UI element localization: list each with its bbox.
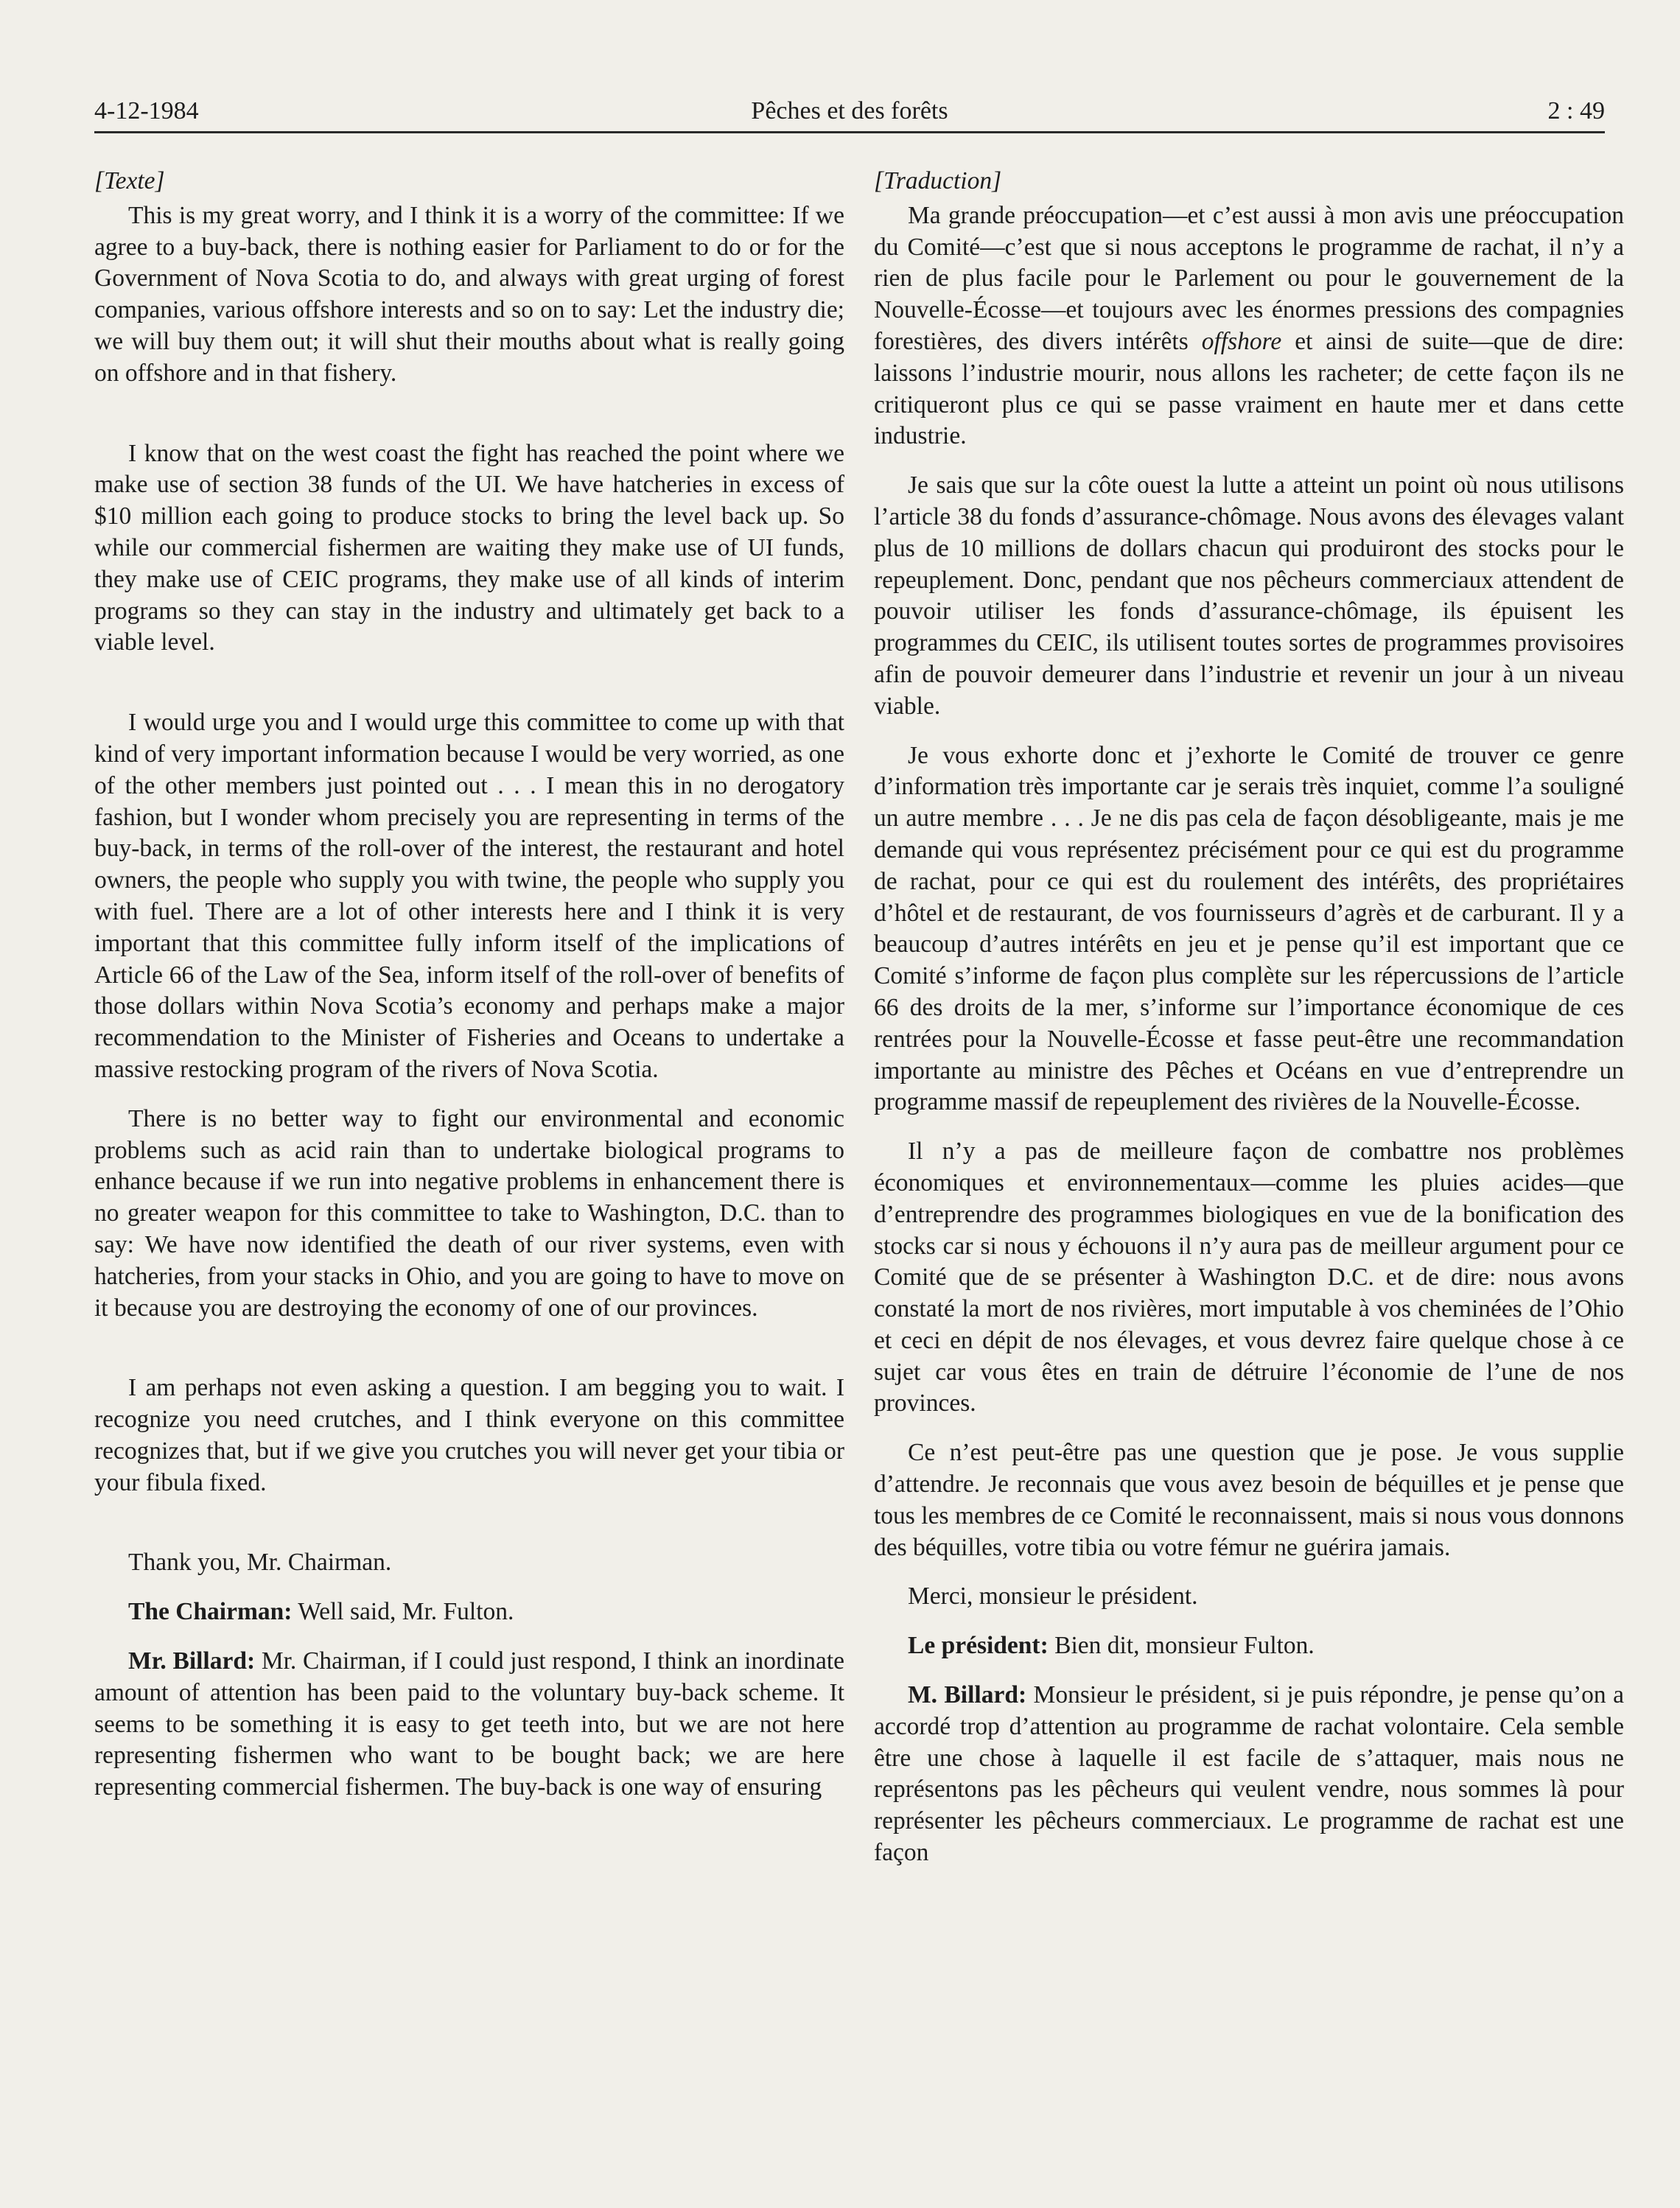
speech-text: Bien dit, monsieur Fulton.	[1048, 1632, 1315, 1660]
header-title: Pêches et des forêts	[751, 97, 948, 125]
header-date: 4-12-1984	[94, 97, 199, 125]
paragraph: Je vous exhorte donc et j’exhorte le Comité de trouver ce genre d’information très importante car je serais très inquiet, comme l’a souligné un autre membre . . . Je ne dis pas cela de façon désobligeante, mais je me demande qui vous représentez précisément pour ce qui est du programme de rachat, pour ce qui est du roulement des intérêts, des propriétaires d’hôtel et de restaurant, de vos fournisseurs d’agrès et de carburant. Il y a beaucoup d’autres intérêts en jeu et je pense qu’il est important que ce Comité s’informe de façon plus complète sur les répercussions de l’article 66 des droits de la mer, s’informe sur l’importance économique de ces rentrées pour la Nouvelle-Écosse et fasse peut-être une recommandation importante au ministre des Pêches et Océans en vue d’entreprendre un programme massif de repeuplement des rivières de la Nouvelle-Écosse.	[874, 741, 1624, 1116]
page-header	[94, 87, 1605, 133]
speech-text: Mr. Chairman, if I could just respond, I think an inordinate amount of attention has been paid to the voluntary buy-back scheme. It seems to be something it is easy to get teeth into, but we are not here representing fishermen who want to be bought back; we are here representing commercial fishermen. The buy-back is one way of ensuring	[94, 1647, 844, 1801]
speaker-name: Mr. Billard:	[128, 1647, 256, 1675]
speech-turn	[94, 1597, 844, 1628]
section-tag-texte: [Texte]	[94, 167, 165, 194]
paragraph: I know that on the west coast the fight has reached the point where we make use of section 38 funds of the UI. We have hatcheries in excess of $10 million each going to produce stocks to bring the level back up. So while our commercial fishermen are waiting they make use of UI funds, they make use of CEIC programs, they make use of all kinds of interim programs so they can stay in the industry and ultimately get back to a viable level.	[94, 439, 844, 656]
paragraph: There is no better way to fight our environmental and economic problems such as acid rain than to undertake biological programs to enhance because if we run into negative problems in enhancement there is no greater weapon for this committee to take to Washington, D.C. than to say: We have now identified the death of our river systems, even with hatcheries, from your stacks in Ohio, and you are going to have to move on it because you are destroying the economy of one of our provinces.	[94, 1104, 844, 1322]
speech-text: Monsieur le président, si je puis répondre, je pense qu’on a accordé trop d’attention au programme de rachat volontaire. Cela semble être une chose à laquelle il est facile de s’attaquer, mais nous ne représentons pas les pêcheurs qui veulent vendre, nous sommes là pour représenter les pêcheurs commerciaux. Le programme de rachat est une façon	[874, 1681, 1624, 1867]
french-column	[874, 166, 1624, 1869]
paragraph: Ce n’est peut-être pas une question que je pose. Je vous supplie d’attendre. Je reconnais que vous avez besoin de béquilles et je pense que tous les membres de ce Comité le reconnaissent, mais si nous vous donnons des béquilles, votre tibia ou votre fémur ne guérira jamais.	[874, 1439, 1624, 1561]
paragraph-text: Ma grande préoccupation—et c’est aussi à mon avis une préoccupation du Comité—c’est que si nous acceptons le programme de rachat, il n’y a rien de plus facile pour le Parlement ou pour le gouvernement de la Nouvelle-Écosse—et toujours avec les énormes pressions des compagnies forestières, des divers intérêts	[874, 201, 1624, 355]
paragraph: Je sais que sur la côte ouest la lutte a atteint un point où nous utilisons l’article 38 du fonds d’assurance-chômage. Nous avons des élevages valant plus de 10 millions de dollars chacun qui produiront des stocks pour le repeuplement. Donc, pendant que nos pêcheurs commerciaux attendent de pouvoir utiliser les fonds d’assurance-chômage, ils épuisent les programmes du CEIC, ils utilisent toutes sortes de programmes provisoires afin de pouvoir demeurer dans l’industrie et revenir un jour à un niveau viable.	[874, 472, 1624, 720]
paragraph: This is my great worry, and I think it is a worry of the committee: If we agree to a buy-back, there is nothing easier for Parliament to do or for the Government of Nova Scotia to do, and always with great urging of forest companies, various offshore interests and so on to say: Let the industry die; we will buy them out; it will shut their mouths about what is really going on offshore and in that fishery.	[94, 201, 844, 387]
english-column	[94, 166, 844, 1804]
paragraph: Merci, monsieur le président.	[908, 1583, 1198, 1611]
paragraph	[874, 200, 1624, 452]
speaker-name: Le président:	[908, 1632, 1049, 1660]
speech-turn	[94, 1646, 844, 1804]
paragraph: I would urge you and I would urge this committee to come up with that kind of very important information because I would be very worried, as one of the other members just pointed out . . . I mean this in no derogatory fashion, but I wonder whom precisely you are representing in terms of the buy-back, in terms of the roll-over of the interest, the restaurant and hotel owners, the people who supply you with twine, the people who supply you with fuel. There are a lot of other interests here and I think it is very important that this committee fully inform itself of the implications of Article 66 of the Law of the Sea, inform itself of the roll-over of benefits of those dollars within Nova Scotia’s economy and perhaps make a major recommendation to the Minister of Fisheries and Oceans to undertake a massive restocking program of the rivers of Nova Scotia.	[94, 709, 844, 1083]
paragraph: Thank you, Mr. Chairman.	[128, 1549, 392, 1577]
speech-turn	[874, 1680, 1624, 1869]
italic-term: offshore	[1201, 327, 1282, 355]
speaker-name: M. Billard:	[908, 1681, 1027, 1709]
header-page-number: 2 : 49	[1547, 97, 1605, 125]
speech-turn	[874, 1630, 1624, 1662]
paragraph: I am perhaps not even asking a question. I am begging you to wait. I recognize you need crutches, and I think everyone on this committee recognizes that, but if we give you crutches you will never get your tibia or your fibula fixed.	[94, 1374, 844, 1496]
paragraph: Il n’y a pas de meilleure façon de combattre nos problèmes économiques et environnementaux—comme les pluies acides—que d’entreprendre des programmes biologiques en vue de la bonification des stocks car si nous y échouons il n’y aura pas de meilleur argument pour ce Comité que de se présenter à Washington D.C. et de dire: nous avons constaté la mort de nos rivières, mort imputable à vos cheminées de l’Ohio et ceci en dépit de nos élevages, et vous devrez faire quelque chose à ce sujet car vous êtes en train de détruire l’économie de l’une de nos provinces.	[874, 1138, 1624, 1417]
paragraph-text: et ainsi de suite—que de dire: laissons l’industrie mourir, nous allons les racheter; de cette façon ils ne critiqueront plus ce qui se passe vraiment en haute mer et dans cette industrie.	[874, 327, 1625, 450]
speaker-name: The Chairman:	[128, 1598, 293, 1626]
section-tag-traduction: [Traduction]	[874, 167, 1002, 194]
speech-text: Well said, Mr. Fulton.	[292, 1598, 514, 1626]
